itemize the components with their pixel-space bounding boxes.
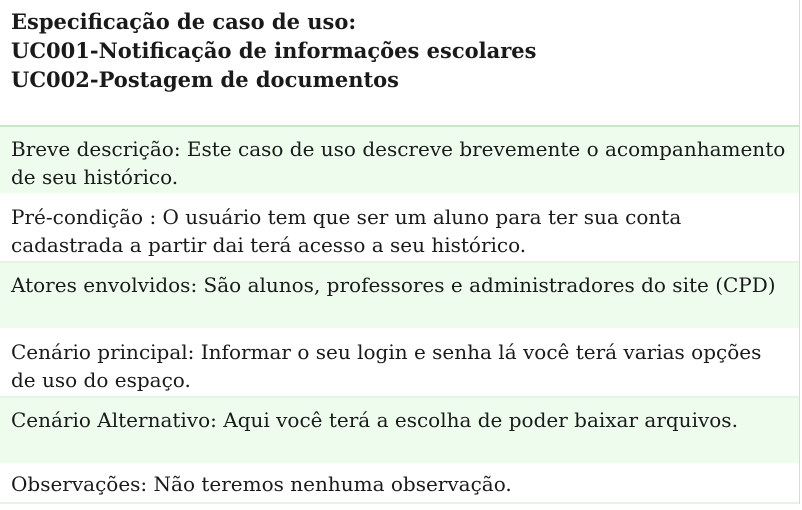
row-observations [0,465,799,504]
observations-text: Observações: Não teremos nenhuma observação. [11,472,512,496]
row-main-scenario [0,330,799,398]
spec-header [0,0,799,127]
alternative-scenario-text: Cenário Alternativo: Aqui você terá a escolha de poder baixar arquivos. [11,408,738,432]
row-actors [0,263,799,330]
actors-text: Atores envolvidos: São alunos, professores e administradores do site (CPD) [11,273,776,297]
row-precondition [0,195,799,263]
precondition-text: Pré-condição : O usuário tem que ser um aluno para ter sua conta cadastrada a partir dai terá acesso a seu histórico. [11,205,682,257]
spec-title: Especificação de caso de uso: [11,9,357,34]
row-brief-description [0,127,799,195]
use-case-uc002-title: UC002-Postagem de documentos [11,67,399,92]
main-scenario-text: Cenário principal: Informar o seu login e senha lá você terá varias opções de uso do espaço. [11,340,762,392]
brief-description-text: Breve descrição: Este caso de uso descreve brevemente o acompanhamento de seu histórico. [11,137,786,189]
use-case-uc001-title: UC001-Notificação de informações escolares [11,38,537,63]
row-alternative-scenario [0,398,799,465]
